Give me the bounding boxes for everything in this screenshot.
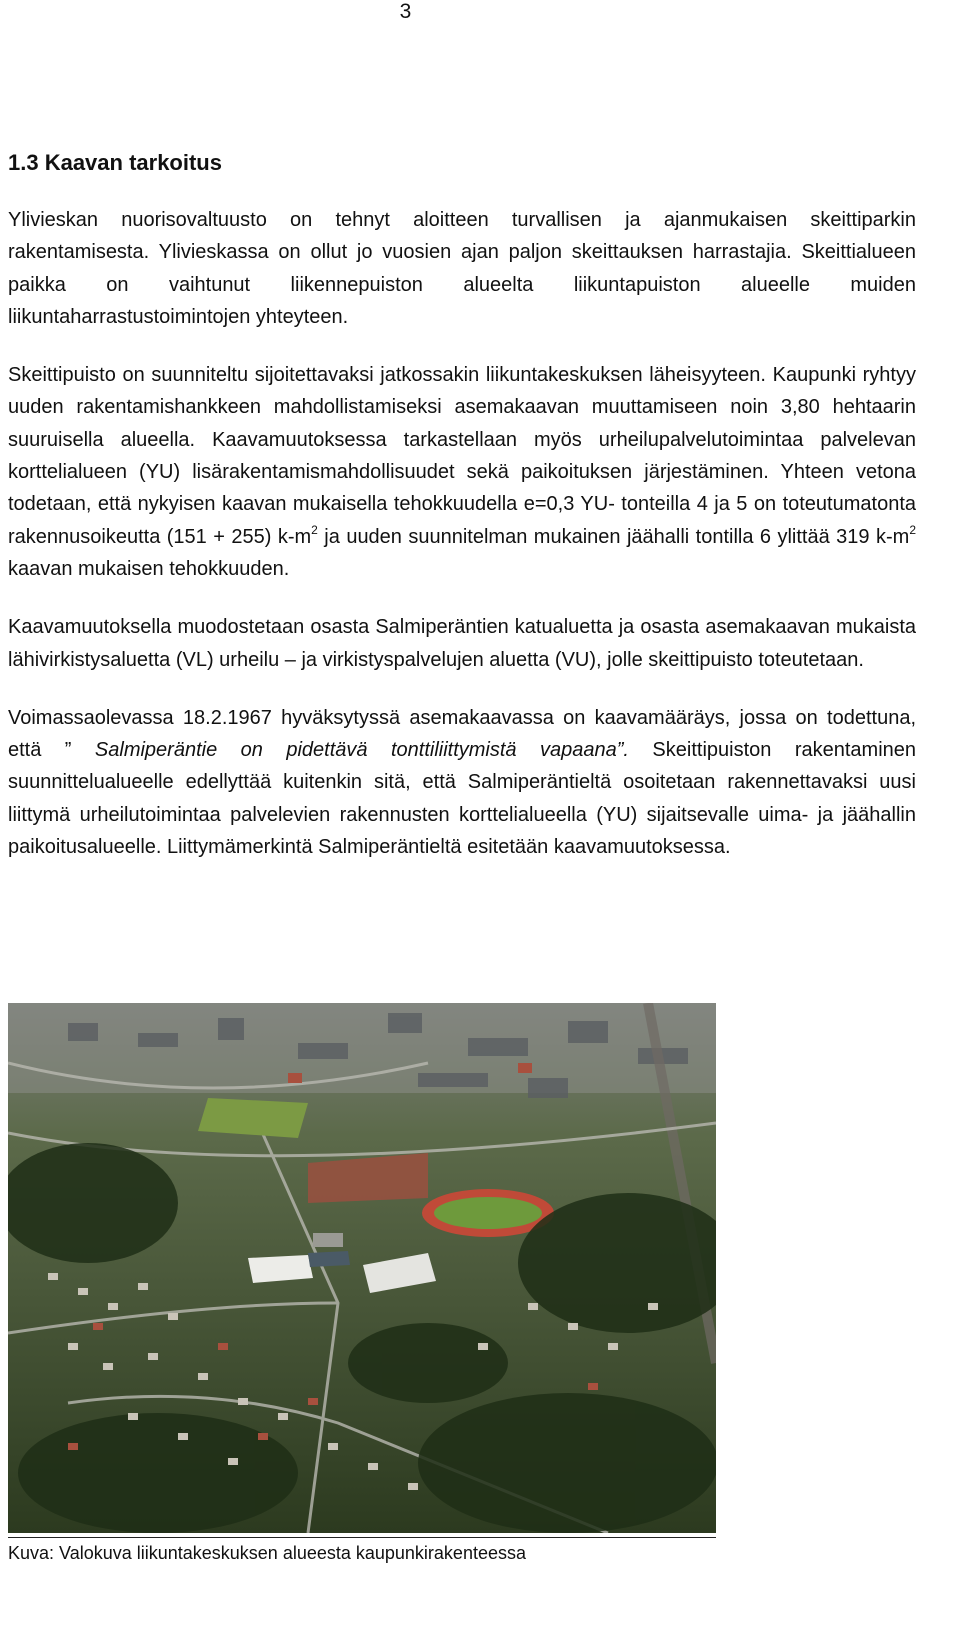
aerial-photo	[8, 1003, 716, 1533]
aerial-photo-illustration	[8, 1003, 716, 1533]
superscript-2: 2	[909, 522, 916, 537]
sports-hall-roof	[248, 1255, 313, 1283]
pool-hall-roof	[308, 1251, 350, 1267]
paragraph-4	[8, 702, 916, 863]
track-infield	[434, 1197, 542, 1229]
town-area	[8, 1003, 716, 1093]
paragraph-4-text-b: Skeittipuiston rakentaminen suunnittelualueelle edellyttää kuitenkin sitä, että Salmiperäntieltä osoitetaan rakennettavaksi uusi liittymä urheilutoimintaa palvelevien rakennusten korttelialueella (YU) sijaitsevalle uima- ja jäähallin paikoitusalueelle. Liittymämerkintä Salmiperäntieltä esitetään kaavamuutoksessa.	[8, 739, 917, 859]
section-heading: 1.3 Kaavan tarkoitus	[8, 150, 222, 175]
paragraph-4-quote: Salmiperäntie on pidettävä tonttiliittymistä vapaana”.	[71, 739, 629, 762]
paragraph-3: Kaavamuutoksella muodostetaan osasta Salmiperäntien katualuetta ja osasta asemakaavan mukaista lähivirkistysaluetta (VL) urheilu – ja virkistyspalvelujen aluetta (VU), jolle skeittipuisto toteutetaan.	[8, 616, 916, 671]
parking-area	[313, 1233, 343, 1247]
superscript-2: 2	[311, 522, 318, 537]
paragraph-2-text-b: ja uuden suunnitelman mukainen jäähalli tontilla 6 ylittää 319 k-m	[317, 525, 910, 548]
paragraph-2-text-c: kaavan mukaisen tehokkuuden.	[8, 557, 290, 580]
paragraph-1: Ylivieskan nuorisovaltuusto on tehnyt aloitteen turvallisen ja ajanmukaisen skeittiparkin rakentamisesta. Ylivieskassa on ollut jo vuosien ajan paljon skeittauksen harrastajia. Skeittialueen paikka on vaihtunut liikennepuiston alueelta liikuntapuiston alueelle muiden liikuntaharrastustoimintojen yhteyteen.	[8, 209, 916, 328]
figure-caption: Kuva: Valokuva liikuntakeskuksen alueesta kaupunkirakenteessa	[8, 1543, 526, 1563]
caption-rule	[8, 1537, 716, 1538]
football-field	[198, 1098, 308, 1138]
paragraph-4-text-a: Voimassaolevassa 18.2.1967 hyväksytyssä asemakaavassa on kaavamääräys, jossa on todettuna, että ”	[8, 706, 916, 762]
paragraph-2	[8, 359, 916, 585]
document-body	[8, 150, 916, 889]
paragraph-2-text-a: Skeittipuisto on suunniteltu sijoitettavaksi jatkossakin liikuntakeskuksen läheisyyteen. Kaupunki ryhtyy uuden rakentamishankkeen mahdollistamiseksi asemakaavan muuttamiseen noin 3,80 hehtaarin suuruisella alueella. Kaavamuutoksessa tarkastellaan myös urheilupalvelutoimintaa palvelevan korttelialueen (YU) lisärakentamismahdollisuudet sekä paikoituksen järjestäminen. Yhteen vetona todetaan, että nykyisen kaavan mukaisella tehokkuudella e=0,3 YU- tonteilla 4 ja 5 on toteutumatonta rakennusoikeutta (151 + 255) k-m	[8, 364, 916, 548]
page-number: 3	[399, 0, 412, 23]
